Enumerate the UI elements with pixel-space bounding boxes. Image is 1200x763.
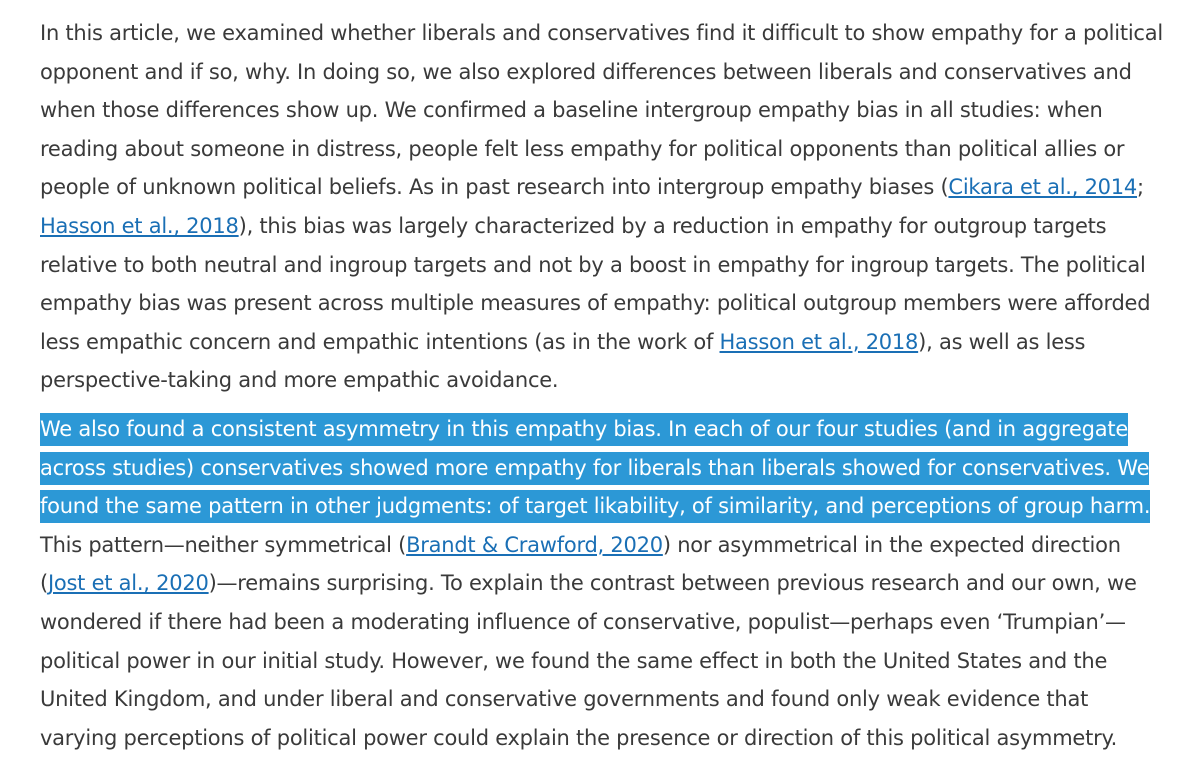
paragraph-asymmetry bbox=[40, 410, 1165, 757]
text-line: perspective-taking and more empathic avoidance. bbox=[40, 368, 559, 393]
text-selection[interactable]: found the same pattern in other judgments: of target likability, of similarity, and perceptions of group harm. bbox=[40, 490, 1150, 523]
text-selection[interactable]: across studies) conservatives showed more empathy for liberals than liberals showed for conservatives. We bbox=[40, 452, 1149, 485]
article-body bbox=[40, 14, 1165, 757]
text-line: relative to both neutral and ingroup targets and not by a boost in empathy for ingroup targets. The political bbox=[40, 252, 1146, 277]
text-line: political power in our initial study. However, we found the same effect in both the United States and the bbox=[40, 648, 1108, 673]
text-line bbox=[40, 207, 1165, 246]
text-segment: ; bbox=[1137, 175, 1144, 200]
text-segment: )—remains surprising. To explain the contrast between previous research and our own, we bbox=[208, 571, 1137, 596]
text-line: wondered if there had been a moderating influence of conservative, populist—perhaps even ‘Trumpian’— bbox=[40, 609, 1126, 634]
text-line: when those differences show up. We confirmed a baseline intergroup empathy bias in all studies: when bbox=[40, 98, 1103, 123]
text-line bbox=[40, 564, 1165, 603]
text-segment: less empathic concern and empathic intentions (as in the work of bbox=[40, 329, 720, 354]
text-segment: ), as well as less bbox=[918, 329, 1086, 354]
text-segment: This pattern—neither symmetrical ( bbox=[40, 532, 407, 557]
text-line: United Kingdom, and under liberal and conservative governments and found only weak evidence that bbox=[40, 687, 1089, 712]
citation-link-jost-2020[interactable]: Jost et al., 2020 bbox=[47, 571, 209, 596]
text-segment: ), this bias was largely characterized by a reduction in empathy for outgroup targets bbox=[238, 213, 1107, 238]
text-segment: ) nor asymmetrical in the expected direction bbox=[662, 532, 1121, 557]
highlighted-line[interactable] bbox=[40, 449, 1165, 488]
highlighted-line[interactable] bbox=[40, 487, 1165, 526]
citation-link-cikara-2014[interactable]: Cikara et al., 2014 bbox=[948, 175, 1138, 200]
text-line bbox=[40, 168, 1165, 207]
text-segment: ( bbox=[40, 571, 48, 596]
text-line: In this article, we examined whether liberals and conservatives find it difficult to show empathy for a political bbox=[40, 21, 1163, 45]
citation-link-brandt-crawford-2020[interactable]: Brandt & Crawford, 2020 bbox=[406, 532, 663, 557]
text-selection[interactable]: We also found a consistent asymmetry in this empathy bias. In each of our four studies (and in aggregate bbox=[40, 413, 1128, 446]
citation-link-hasson-2018[interactable]: Hasson et al., 2018 bbox=[40, 213, 239, 238]
highlighted-line[interactable] bbox=[40, 410, 1165, 449]
text-line: opponent and if so, why. In doing so, we also explored differences between liberals and conservatives and bbox=[40, 59, 1132, 84]
text-line bbox=[40, 323, 1165, 362]
text-segment: people of unknown political beliefs. As in past research into intergroup empathy biases ( bbox=[40, 175, 949, 200]
text-line: reading about someone in distress, people felt less empathy for political opponents than political allies or bbox=[40, 136, 1125, 161]
paragraph-empathy-bias bbox=[40, 14, 1165, 400]
text-line bbox=[40, 526, 1165, 565]
citation-link-hasson-2018-second[interactable]: Hasson et al., 2018 bbox=[719, 329, 919, 354]
text-line: empathy bias was present across multiple measures of empathy: political outgroup members were afforded bbox=[40, 291, 1151, 316]
text-line: varying perceptions of political power could explain the presence or direction of this political asymmetry. bbox=[40, 725, 1118, 750]
